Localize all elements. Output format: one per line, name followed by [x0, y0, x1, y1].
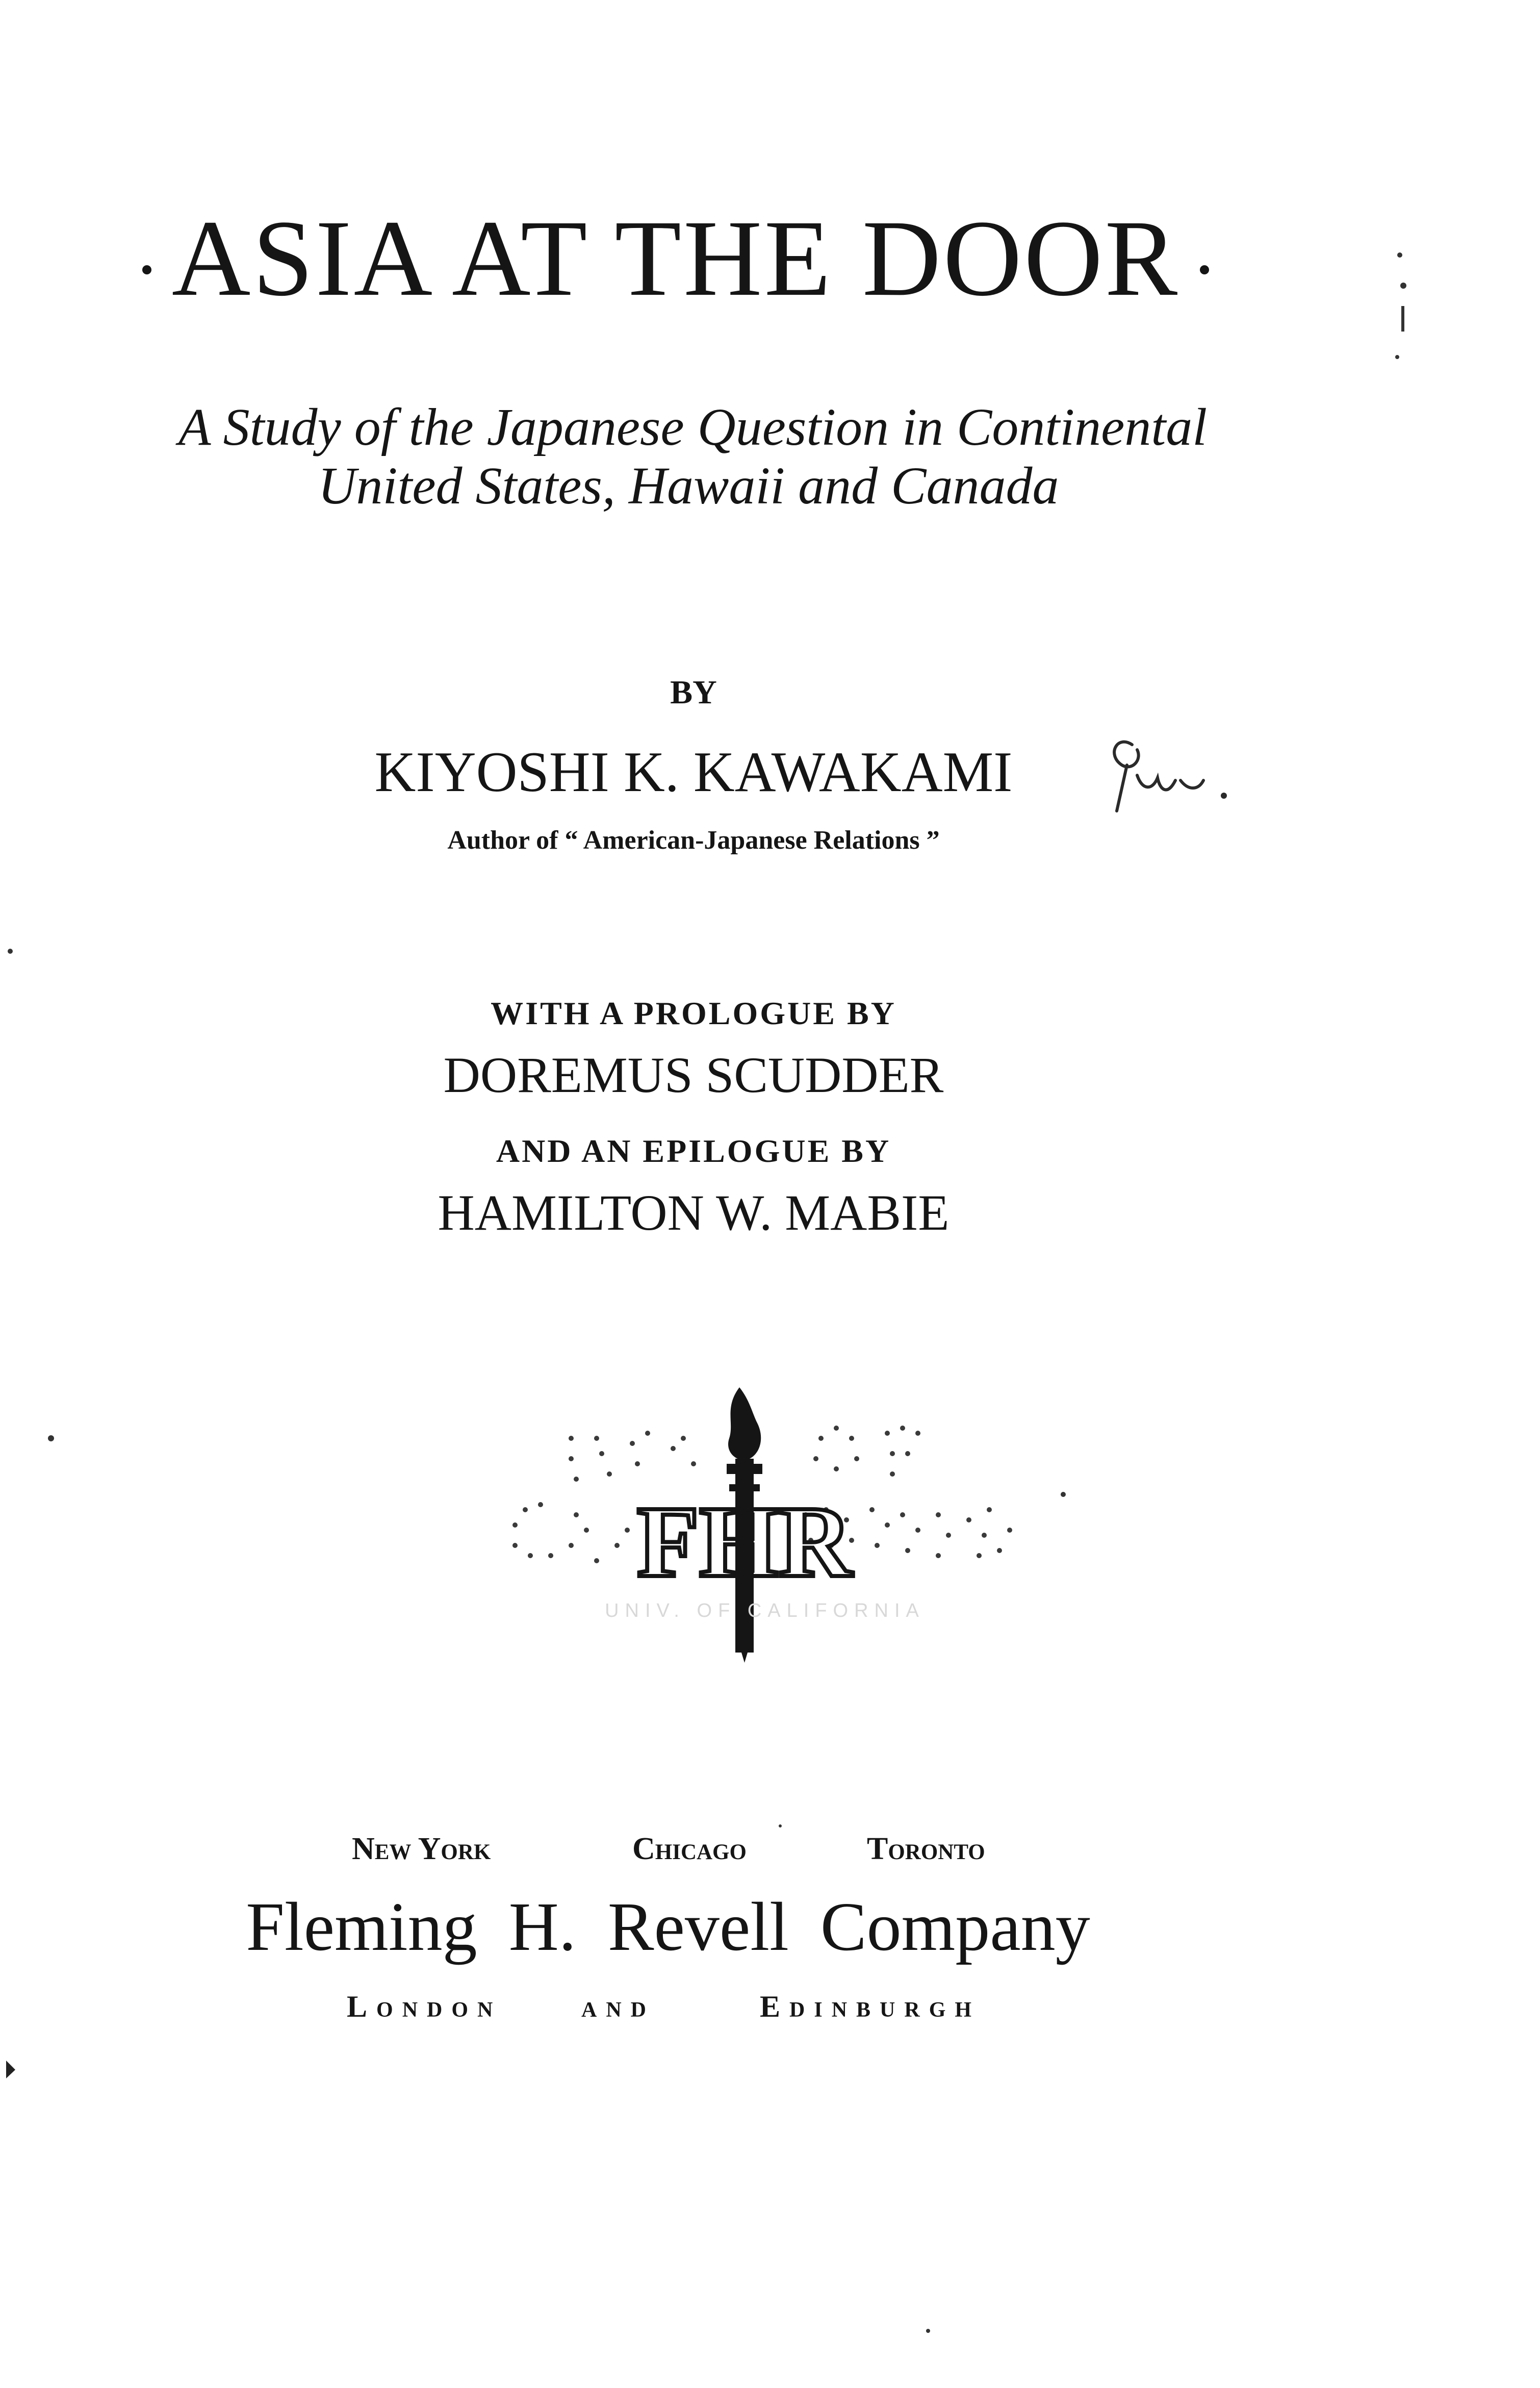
- stamp-monogram: FHR: [636, 1486, 853, 1598]
- author-previous-work: Author of “ American-Japanese Relations ”: [447, 826, 940, 855]
- prologue-label: WITH A PROLOGUE BY: [491, 995, 896, 1031]
- handwritten-mark: [1096, 714, 1260, 826]
- subtitle-line-2: United States, Hawaii and Canada: [318, 456, 1059, 515]
- epilogue-label: AND AN EPILOGUE BY: [496, 1133, 891, 1169]
- author-name: KIYOSHI K. KAWAKAMI: [374, 741, 1013, 804]
- city-chicago: Chicago: [632, 1832, 747, 1866]
- subtitle-line-1: A Study of the Japanese Question in Continental: [178, 398, 1208, 456]
- publisher-name: Fleming H. Revell Company: [246, 1889, 1090, 1965]
- imprint-cities-top: [306, 1831, 1030, 1877]
- epilogue-author: HAMILTON W. MABIE: [438, 1184, 949, 1241]
- city-toronto: Toronto: [867, 1832, 985, 1866]
- by-label: BY: [670, 674, 717, 711]
- torch-flame: [728, 1387, 761, 1460]
- conjunction-and: and: [581, 1990, 655, 2023]
- title-ornament-dot-left: [142, 265, 151, 274]
- city-new-york: New York: [352, 1832, 491, 1866]
- city-edinburgh: Edinburgh: [760, 1990, 981, 2023]
- library-stamp: [500, 1377, 1030, 1663]
- title-ornament-dot-right: [1200, 265, 1209, 274]
- city-london: London: [347, 1990, 502, 2023]
- book-title-text: ASIA AT THE DOOR: [171, 198, 1180, 319]
- stamp-text: UNIV. OF CALIFORNIA: [605, 1600, 925, 1621]
- imprint-cities-bottom: [306, 1989, 1030, 2035]
- prologue-author: DOREMUS SCUDDER: [443, 1047, 944, 1103]
- book-title: [51, 198, 1300, 319]
